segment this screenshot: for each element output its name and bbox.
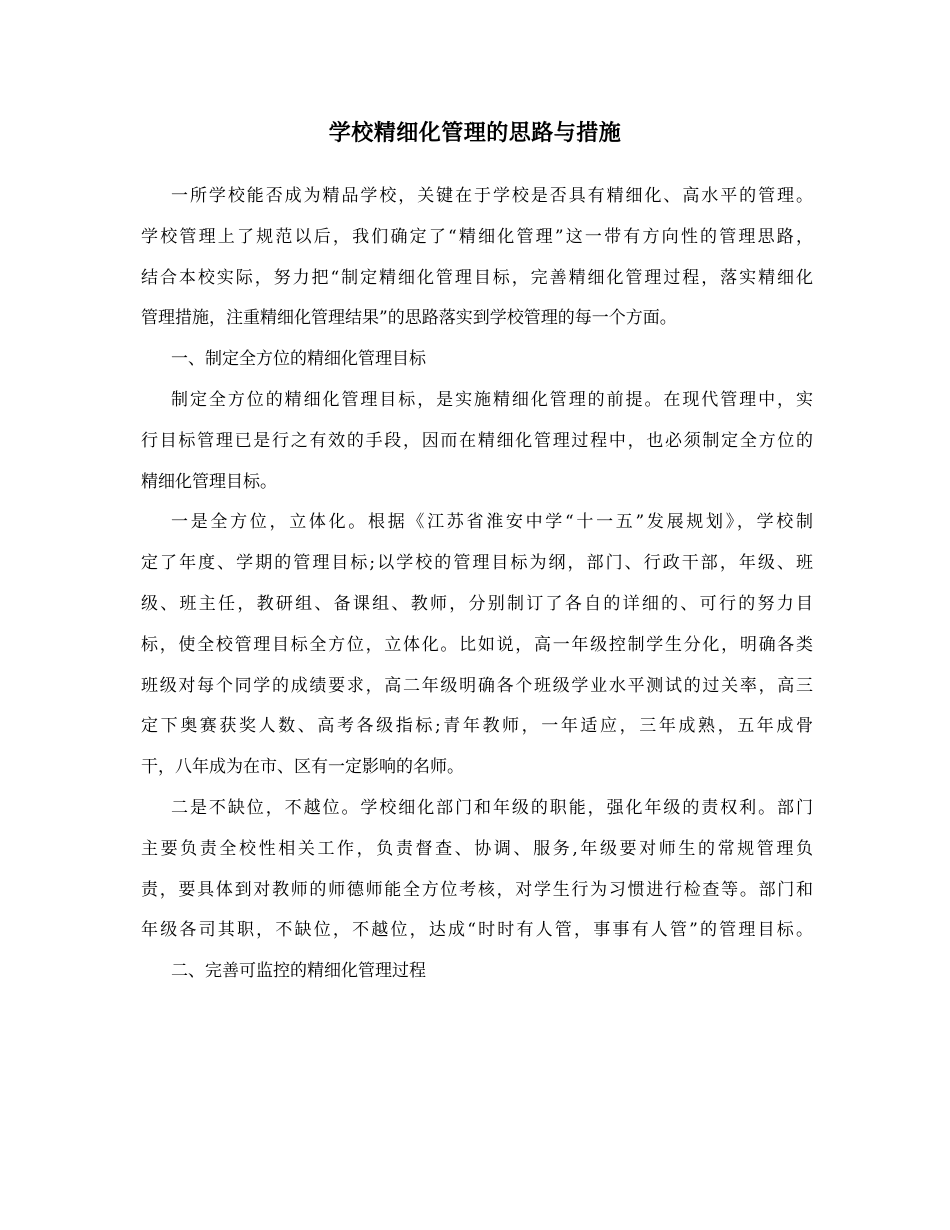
paragraph-line: 主要负责全校性相关工作，负责督查、协调、服务,年级要对师生的常规管理负 (141, 838, 813, 859)
paragraph-line: 学校管理上了规范以后，我们确定了“精细化管理”这一带有方向性的管理思路， (141, 226, 813, 247)
paragraph-line: 年级各司其职，不缺位，不越位，达成“时时有人管，事事有人管”的管理目标。 (141, 920, 813, 941)
paragraph-line: 二是不缺位，不越位。学校细化部门和年级的职能，强化年级的责权利。部门 (171, 797, 813, 818)
section-heading: 二、完善可监控的精细化管理过程 (171, 961, 426, 982)
paragraph-line: 定下奥赛获奖人数、高考各级指标;青年教师，一年适应，三年成熟，五年成骨 (141, 716, 813, 737)
section-heading: 一、制定全方位的精细化管理目标 (171, 349, 426, 370)
paragraph-line: 标，使全校管理目标全方位，立体化。比如说，高一年级控制学生分化，明确各类 (141, 634, 813, 655)
paragraph-line: 一是全方位，立体化。根据《江苏省淮安中学“十一五”发展规划》，学校制 (171, 512, 813, 533)
paragraph-line: 班级对每个同学的成绩要求，高二年级明确各个班级学业水平测试的过关率，高三 (141, 675, 813, 696)
paragraph-line: 管理措施，注重精细化管理结果”的思路落实到学校管理的每一个方面。 (141, 308, 677, 329)
document-body (141, 183, 813, 999)
paragraph-line: 定了年度、学期的管理目标;以学校的管理目标为纲，部门、行政干部，年级、班 (141, 553, 813, 574)
paragraph-line: 级、班主任，教研组、备课组、教师，分别制订了各自的详细的、可行的努力目 (141, 593, 813, 614)
document-title: 学校精细化管理的思路与措施 (328, 120, 622, 146)
paragraph-line: 结合本校实际，努力把“制定精细化管理目标，完善精细化管理过程，落实精细化 (141, 267, 813, 288)
paragraph-line: 干，八年成为在市、区有一定影响的名师。 (141, 757, 464, 778)
paragraph-line: 行目标管理已是行之有效的手段，因而在精细化管理过程中，也必须制定全方位的 (141, 430, 813, 451)
paragraph-line: 精细化管理目标。 (141, 471, 277, 492)
paragraph-line: 责，要具体到对教师的师德师能全方位考核，对学生行为习惯进行检查等。部门和 (141, 879, 813, 900)
paragraph-line: 制定全方位的精细化管理目标，是实施精细化管理的前提。在现代管理中，实 (171, 389, 813, 410)
paragraph-line: 一所学校能否成为精品学校，关键在于学校是否具有精细化、高水平的管理。 (171, 186, 813, 206)
